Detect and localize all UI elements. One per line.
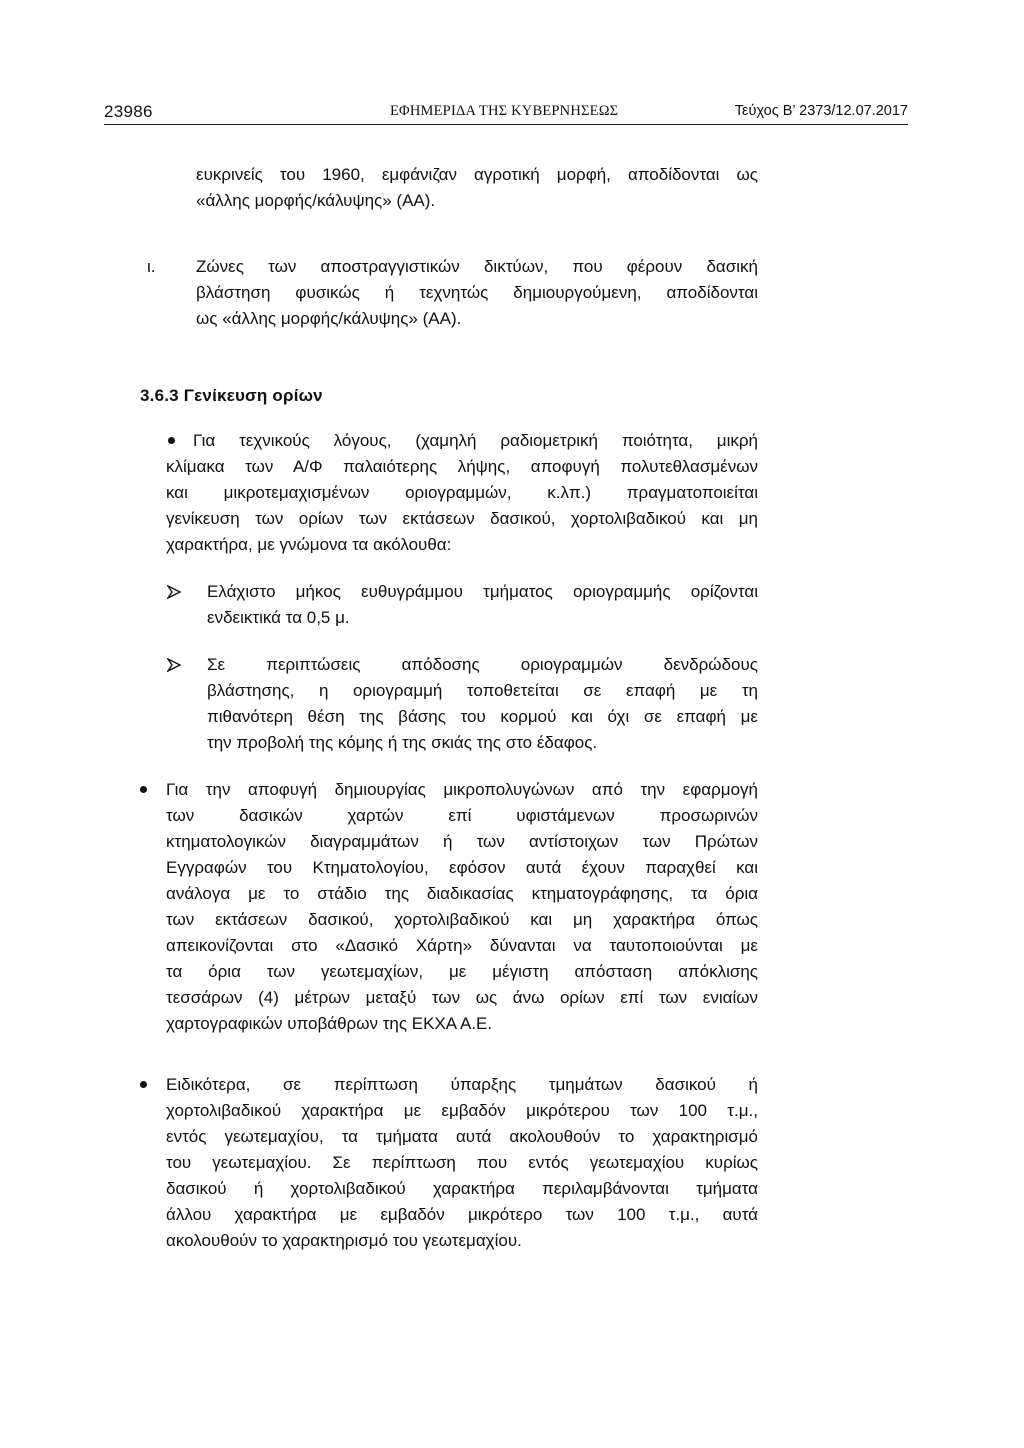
- text-line: χαρτογραφικών υποβάθρων της ΕΚΧΑ Α.Ε.: [166, 1014, 493, 1033]
- text-line: Ειδικότερα, σε περίπτωση ύπαρξης τμημάτων δασικού ή: [166, 1075, 758, 1094]
- text-line: βλάστηση φυσικώς ή τεχνητώς δημιουργούμενη, αποδίδονται: [196, 283, 758, 302]
- text-line: του γεωτεμαχίου. Σε περίπτωση που εντός γεωτεμαχίου κυρίως: [166, 1153, 758, 1172]
- section-title: Γενίκευση ορίων: [183, 386, 323, 405]
- bullet-2-paragraph: [166, 777, 758, 1037]
- issue-info: Τεύχος Β’ 2373/12.07.2017: [734, 103, 908, 119]
- text-line: κλίμακα των Α/Φ παλαιότερης λήψης, αποφυγή πολυτεθλασμένων: [166, 457, 758, 476]
- section-number: 3.6.3: [140, 386, 179, 405]
- text-line: τεσσάρων (4) μέτρων μεταξύ των ως άνω ορίων επί των ενιαίων: [166, 988, 758, 1007]
- bullet-3-paragraph: [166, 1072, 758, 1254]
- subitem-2-paragraph: [207, 652, 758, 756]
- bullet-1-paragraph: [166, 428, 758, 558]
- text-line: Εγγραφών του Κτηματολογίου, εφόσον αυτά έχουν παραχθεί και: [166, 858, 758, 877]
- section-heading: [140, 383, 323, 409]
- text-line: Σε περιπτώσεις απόδοσης οριογραμμών δενδρώδους: [207, 655, 758, 674]
- text-line: ενδεικτικά τα 0,5 μ.: [207, 608, 350, 627]
- subitem-1-paragraph: [207, 579, 758, 631]
- text-line: και μικροτεμαχισμένων οριογραμμών, κ.λπ.) πραγματοποιείται: [166, 483, 758, 502]
- text-line: απεικονίζονται στο «Δασικό Χάρτη» δύνανται να ταυτοποιούνται με: [166, 936, 758, 955]
- text-line: τα όρια των γεωτεμαχίων, με μέγιστη απόσταση απόκλισης: [166, 962, 758, 981]
- text-line: των εκτάσεων δασικού, χορτολιβαδικού και μη χαρακτήρα όπως: [166, 910, 758, 929]
- text-line: των δασικών χαρτών επί υφιστάμενων προσωρινών: [166, 806, 758, 825]
- text-line: πιθανότερη θέση της βάσης του κορμού και όχι σε επαφή με: [207, 707, 758, 726]
- page-header: [104, 100, 908, 124]
- text-line: άλλου χαρακτήρα με εμβαδόν μικρότερο των 100 τ.μ., αυτά: [166, 1205, 758, 1224]
- text-line: βλάστησης, η οριογραμμή τοποθετείται σε επαφή με τη: [207, 681, 758, 700]
- text-line: ακολουθούν το χαρακτηρισμό του γεωτεμαχίου.: [166, 1231, 522, 1250]
- text-line: ως «άλλης μορφής/κάλυψης» (ΑΑ).: [196, 309, 462, 328]
- text-line: Για την αποφυγή δημιουργίας μικροπολυγώνων από την εφαρμογή: [166, 780, 758, 799]
- bullet-icon: [140, 786, 147, 793]
- intro-paragraph: [196, 162, 758, 214]
- text-line: εντός γεωτεμαχίου, τα τμήματα αυτά ακολουθούν το χαρακτηρισμό: [166, 1127, 758, 1146]
- text-line: ευκρινείς του 1960, εμφάνιζαν αγροτική μορφή, αποδίδονται ως: [196, 165, 758, 184]
- header-divider: [104, 124, 908, 125]
- text-line: Ζώνες των αποστραγγιστικών δικτύων, που φέρουν δασική: [196, 257, 758, 276]
- gazette-name: ΕΦΗΜΕΡΙΔΑ ΤΗΣ ΚΥΒΕΡΝΗΣΕΩΣ: [390, 103, 619, 119]
- item-i-marker: ι.: [147, 257, 156, 276]
- text-line: κτηματολογικών διαγραμμάτων ή των αντίστοιχων των Πρώτων: [166, 832, 758, 851]
- text-line: δασικού ή χορτολιβαδικού χαρακτήρα περιλαμβάνονται τμήματα: [166, 1179, 758, 1198]
- text-line: χορτολιβαδικού χαρακτήρα με εμβαδόν μικρότερου των 100 τ.μ.,: [166, 1101, 758, 1120]
- text-line: γενίκευση των ορίων των εκτάσεων δασικού, χορτολιβαδικού και μη: [166, 509, 758, 528]
- text-line: την προβολή της κόμης ή της σκιάς της στο έδαφος.: [207, 733, 598, 752]
- text-line: Ελάχιστο μήκος ευθυγράμμου τμήματος οριογραμμής ορίζονται: [207, 582, 758, 601]
- page-number: 23986: [104, 102, 153, 121]
- bullet-icon: [140, 1081, 147, 1088]
- text-line: «άλλης μορφής/κάλυψης» (ΑΑ).: [196, 191, 436, 210]
- arrow-bullet-icon: [167, 585, 181, 599]
- text-line: ανάλογα με το στάδιο της διαδικασίας κτηματογράφησης, τα όρια: [166, 884, 758, 903]
- item-i-paragraph: [196, 254, 758, 332]
- text-line: Για τεχνικούς λόγους, (χαμηλή ραδιομετρική ποιότητα, μικρή: [193, 431, 758, 450]
- text-line: χαρακτήρα, με γνώμονα τα ακόλουθα:: [166, 535, 452, 554]
- arrow-bullet-icon: [167, 658, 181, 672]
